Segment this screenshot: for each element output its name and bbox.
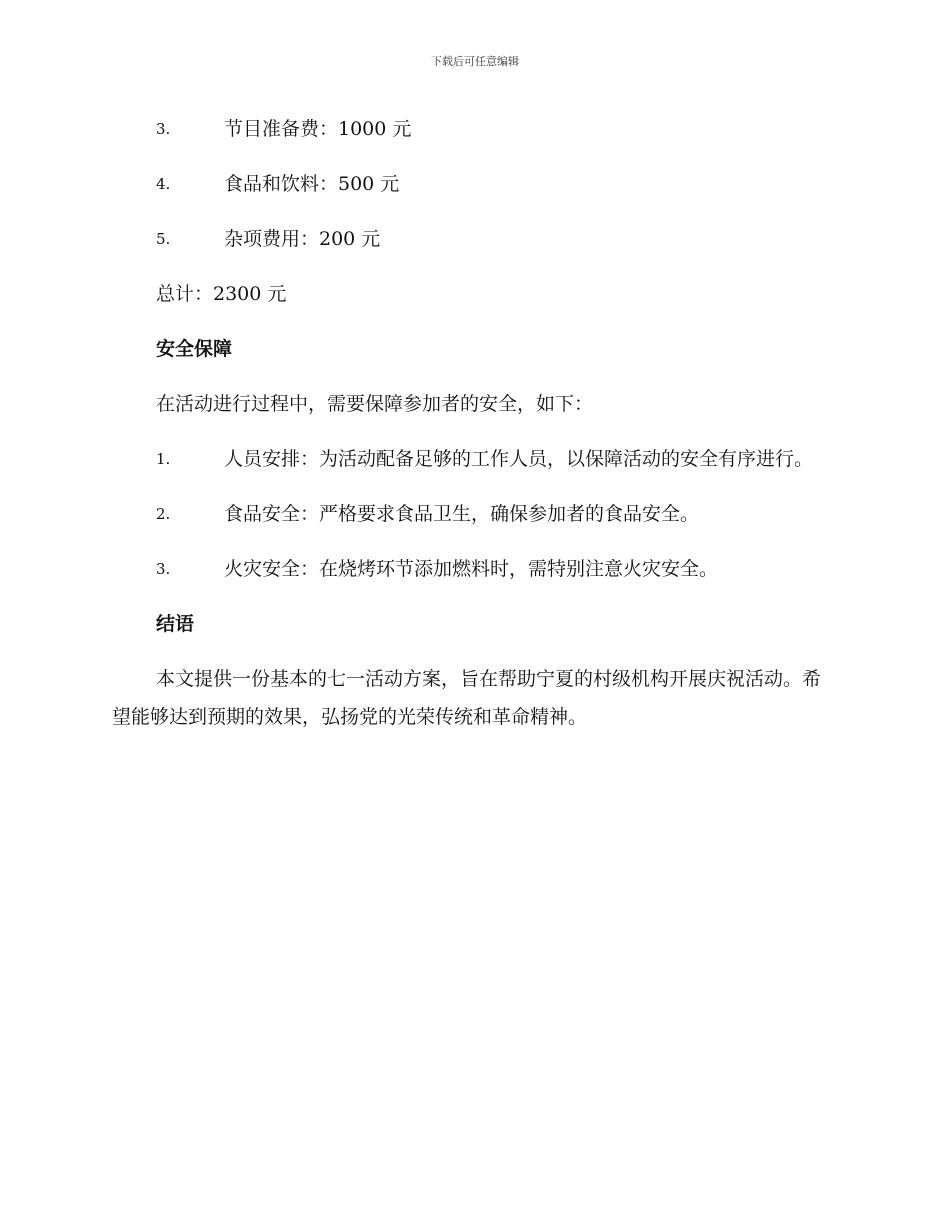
list-number: 3.	[156, 560, 171, 578]
list-text: 节目准备费：1000 元	[224, 118, 412, 140]
list-number: 3.	[156, 120, 171, 138]
list-item	[112, 495, 834, 533]
conclusion-text: 本文提供一份基本的七一活动方案，旨在帮助宁夏的村级机构开展庆祝活动。希望能够达到预期的效果，弘扬党的光荣传统和革命精神。	[112, 668, 822, 728]
document-body	[112, 110, 834, 753]
list-text: 食品和饮料：500 元	[224, 173, 400, 195]
list-number: 4.	[156, 175, 171, 193]
page-header: 下载后可任意编辑	[431, 55, 519, 68]
list-item	[112, 165, 834, 203]
list-item	[112, 440, 834, 478]
list-number: 2.	[156, 505, 171, 523]
safety-intro: 在活动进行过程中，需要保障参加者的安全，如下：	[156, 393, 594, 415]
list-text: 火灾安全：在烧烤环节添加燃料时，需特别注意火灾安全。	[224, 558, 719, 580]
list-item	[112, 550, 834, 588]
list-number: 5.	[156, 230, 171, 248]
list-text: 杂项费用：200 元	[224, 228, 381, 250]
conclusion-heading: 结语	[156, 613, 195, 635]
list-text: 人员安排：为活动配备足够的工作人员，以保障活动的安全有序进行。	[224, 448, 814, 470]
list-item	[112, 110, 834, 148]
budget-total: 总计：2300 元	[156, 283, 287, 305]
list-number: 1.	[156, 450, 171, 468]
list-text: 食品安全：严格要求食品卫生，确保参加者的食品安全。	[224, 503, 700, 525]
list-item	[112, 220, 834, 258]
safety-heading: 安全保障	[156, 338, 233, 360]
